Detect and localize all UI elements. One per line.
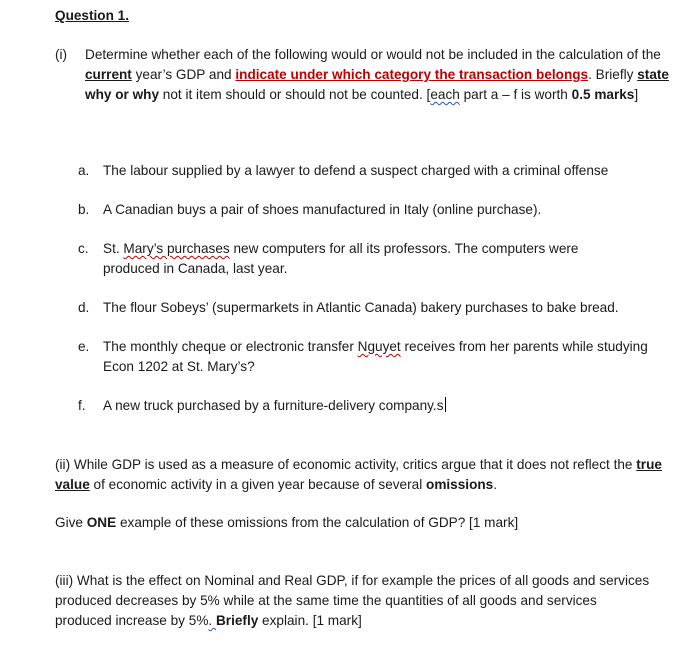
part-i-number: (i) <box>55 47 68 62</box>
item-marker: f. <box>78 398 86 413</box>
item-text: The flour Sobeys’ (supermarkets in Atlantic Canada) bakery purchases to bake bread. <box>103 300 619 315</box>
item-marker: b. <box>78 202 90 217</box>
part-ii-q-text-1: Give <box>55 515 87 530</box>
item-text-part-2: new computers for all its professors. The computers were produced in Canada, last year. <box>103 241 579 276</box>
part-ii-text-1: (ii) While GDP is used as a measure of economic activity, critics argue that it does not reflect the <box>55 457 637 472</box>
question-title: Question 1. <box>55 8 130 23</box>
current-emphasis: current <box>85 67 132 82</box>
spellcheck-marked-text: Nguyet <box>357 339 401 354</box>
part-ii-text-3: . <box>493 477 498 492</box>
part-i-text-3: . Briefly <box>588 67 638 82</box>
item-text <box>103 239 633 279</box>
part-i-text-1: Determine whether each of the following would or would not be included in the calculation of the <box>85 47 661 62</box>
text-cursor <box>445 397 446 412</box>
part-ii-text-2: of economic activity in a given year because of several <box>89 477 427 492</box>
part-i-instructions <box>85 45 675 105</box>
part-ii-question <box>55 513 675 533</box>
marks-emphasis: 0.5 marks <box>571 87 635 102</box>
part-iii-paragraph <box>55 571 655 631</box>
item-text-part-1: The monthly cheque or electronic transfer <box>103 339 358 354</box>
item-text <box>103 396 663 416</box>
indicate-category-emphasis: indicate under which category the transaction belongs <box>235 67 589 82</box>
spellcheck-marked-text: Mary’s purchases <box>123 241 230 256</box>
part-iii-text-3: explain. [1 mark] <box>258 613 362 628</box>
part-i-text-2: year’s GDP and <box>131 67 236 82</box>
state-emphasis: state <box>637 67 669 82</box>
item-marker: c. <box>78 241 89 256</box>
one-emphasis: ONE <box>86 515 117 530</box>
period-marked: . <box>208 613 216 628</box>
item-text <box>103 337 648 377</box>
item-marker: a. <box>78 163 90 178</box>
briefly-emphasis: Briefly <box>215 613 259 628</box>
item-text: The labour supplied by a lawyer to defend a suspect charged with a criminal offense <box>103 163 609 178</box>
part-ii-paragraph <box>55 455 675 495</box>
item-marker: d. <box>78 300 90 315</box>
why-emphasis: why or why <box>85 87 160 102</box>
item-text-part-2: receives from her parents while studying Econ 1202 at St. Mary’s? <box>103 339 648 374</box>
item-text-content: A new truck purchased by a furniture-delivery company.s <box>103 398 444 413</box>
part-i-text-4: not it item should or should not be counted. [ <box>159 87 431 102</box>
part-i-text-6: ] <box>634 87 639 102</box>
omissions-emphasis: omissions <box>426 477 494 492</box>
item-text-part-1: St. <box>103 241 124 256</box>
true-value-emphasis: true value <box>55 457 662 492</box>
each-word: each <box>430 87 460 102</box>
part-i-text-5: part a – f is worth <box>459 87 572 102</box>
part-iii-text-1: (iii) What is the effect on Nominal and Real GDP, if for example the prices of all goods and services produced decreases by 5% while at the same time the quantities of all goods and services produced increase by 5% <box>55 573 650 628</box>
item-marker: e. <box>78 339 90 354</box>
part-ii-q-text-2: example of these omissions from the calculation of GDP? [1 mark] <box>116 515 519 530</box>
item-text: A Canadian buys a pair of shoes manufactured in Italy (online purchase). <box>103 202 542 217</box>
